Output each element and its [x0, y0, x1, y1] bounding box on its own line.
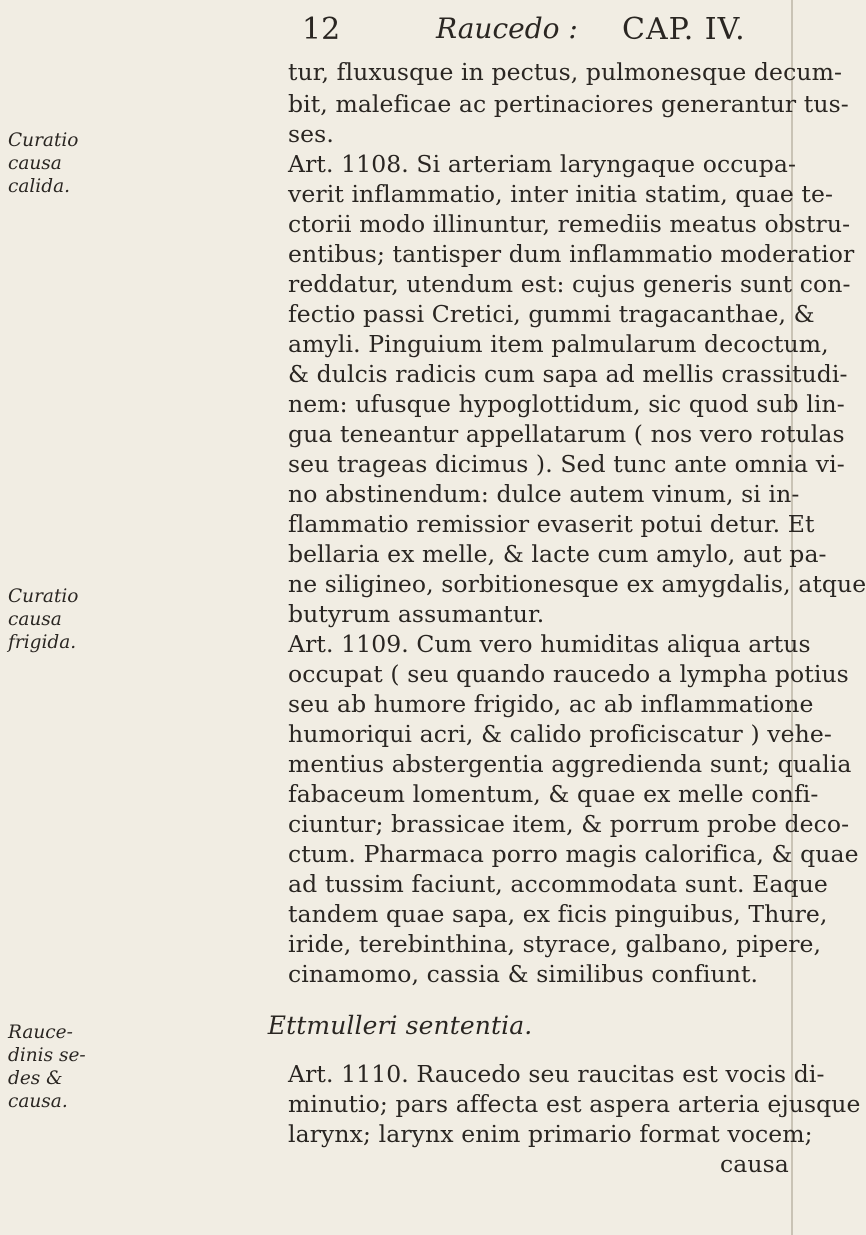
margin-note: dinis se- [8, 1045, 86, 1066]
text-line: ctum. Pharmaca porro magis calorifica, & quae [288, 840, 859, 868]
text-line: cinamomo, cassia & similibus confiunt. [288, 960, 759, 988]
text-line: ctorii modo illinuntur, remediis meatus obstru- [288, 210, 851, 238]
text-line: seu trageas dicimus ). Sed tunc ante omnia vi- [288, 450, 845, 478]
text-line: & dulcis radicis cum sapa ad mellis crassitudi- [288, 360, 848, 388]
page-number: 12 [302, 12, 341, 47]
text-line: verit inflammatio, inter initia statim, quae te- [288, 180, 834, 208]
margin-note: Curatio [8, 130, 79, 151]
text-line: fabaceum lomentum, & quae ex melle confi- [288, 780, 819, 808]
text-line: bellaria ex melle, & lacte cum amylo, aut pa- [288, 540, 827, 568]
text-line: minutio; pars affecta est aspera arteria ejusque [288, 1090, 861, 1118]
text-line: larynx; larynx enim primario format vocem; [288, 1120, 813, 1148]
margin-note: frigida. [8, 632, 77, 653]
text-line: reddatur, utendum est: cujus generis sunt con- [288, 270, 851, 298]
margin-note: causa [8, 153, 62, 174]
running-title: Raucedo : [436, 12, 578, 45]
text-line: seu ab humore frigido, ac ab inflammatione [288, 690, 814, 718]
text-line: Art. 1109. Cum vero humiditas aliqua artus [288, 630, 811, 658]
text-line: entibus; tantisper dum inflammatio moderatior [288, 240, 855, 268]
chapter-label: CAP. IV. [622, 12, 746, 47]
margin-note: des & [8, 1068, 63, 1089]
text-line: ne siligineo, sorbitionesque ex amygdalis, atque [288, 570, 866, 598]
text-line: amyli. Pinguium item palmularum decoctum, [288, 330, 829, 358]
margin-note: Curatio [8, 586, 79, 607]
text-line: butyrum assumantur. [288, 600, 545, 628]
text-line: mentius abstergentia aggredienda sunt; qualia [288, 750, 852, 778]
margin-note: causa. [8, 1091, 68, 1112]
text-line: iride, terebinthina, styrace, galbano, pipere, [288, 930, 822, 958]
running-header [0, 12, 800, 52]
text-line: gua teneantur appellatarum ( nos vero rotulas [288, 420, 845, 448]
text-line: occupat ( seu quando raucedo a lympha potius [288, 660, 849, 688]
text-line: ses. [288, 120, 334, 148]
text-line: bit, maleficae ac pertinaciores generantur tus- [288, 90, 849, 118]
text-line: ciuntur; brassicae item, & porrum probe deco- [288, 810, 850, 838]
margin-note: calida. [8, 176, 70, 197]
text-line: nem: ufusque hypoglottidum, sic quod sub lin- [288, 390, 845, 418]
margin-note: Rauce- [8, 1022, 73, 1043]
text-line: no abstinendum: dulce autem vinum, si in- [288, 480, 800, 508]
text-line: fectio passi Cretici, gummi tragacanthae, & [288, 300, 815, 328]
text-line: Art. 1110. Raucedo seu raucitas est vocis di- [288, 1060, 825, 1088]
text-line: humoriqui acri, & calido proficiscatur ) vehe- [288, 720, 832, 748]
text-line: tandem quae sapa, ex ficis pinguibus, Thure, [288, 900, 828, 928]
text-line: tur, fluxusque in pectus, pulmonesque decum- [288, 58, 842, 86]
catchword: causa [720, 1150, 789, 1178]
text-line: ad tussim faciunt, accommodata sunt. Eaque [288, 870, 828, 898]
text-line: Art. 1108. Si arteriam laryngaque occupa- [288, 150, 797, 178]
margin-note: causa [8, 609, 62, 630]
section-heading: Ettmulleri sententia. [267, 1011, 533, 1040]
text-line: flammatio remissior evaserit potui detur. Et [288, 510, 815, 538]
